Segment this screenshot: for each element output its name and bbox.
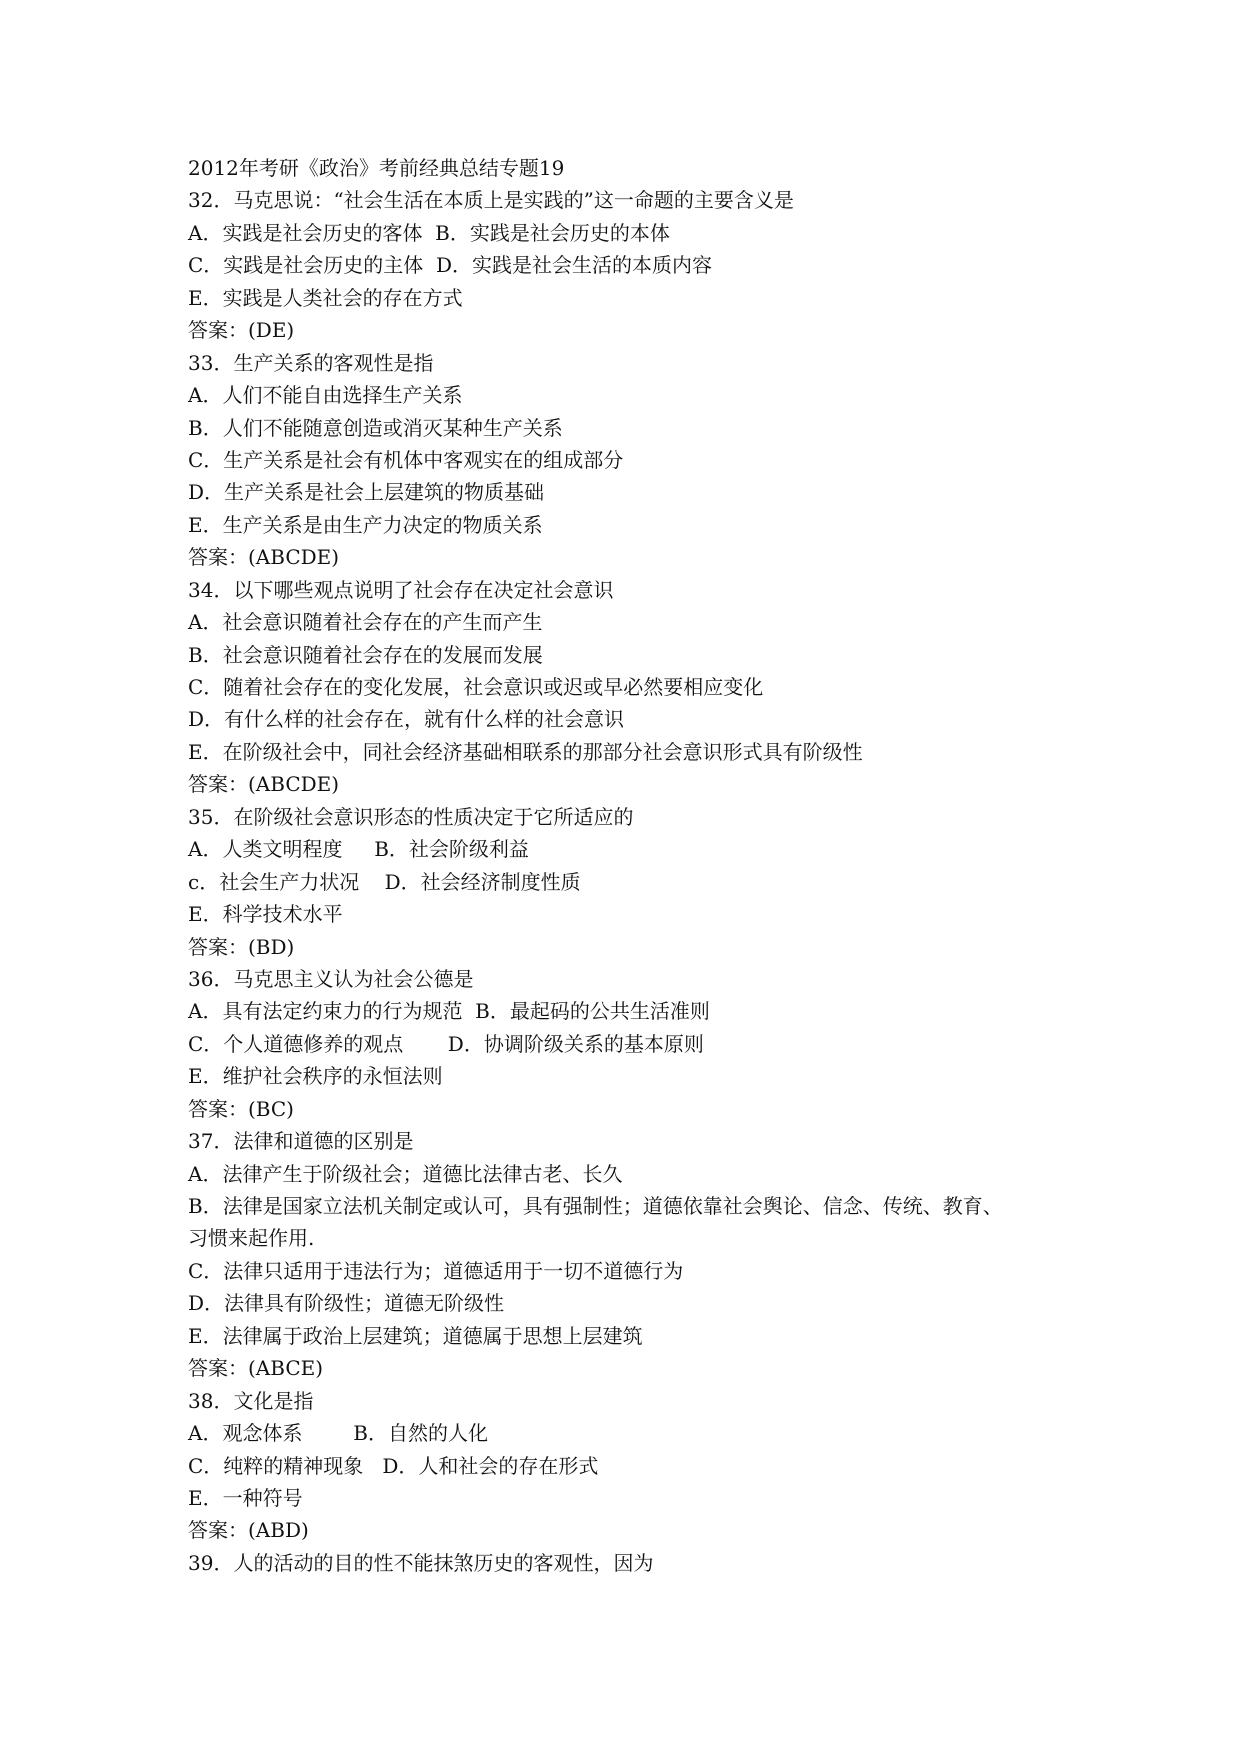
question-36-option-e: E．维护社会秩序的永恒法则 <box>188 1064 443 1089</box>
question-33-option-b: B．人们不能随意创造或消灭某种生产关系 <box>188 415 563 440</box>
question-37-option-e: E．法律属于政治上层建筑；道德属于思想上层建筑 <box>188 1323 643 1348</box>
question-34-option-d: D．有什么样的社会存在，就有什么样的社会意识 <box>188 707 625 732</box>
question-35-options-cd: c．社会生产力状况 D．社会经济制度性质 <box>188 869 581 894</box>
question-33-option-c: C．生产关系是社会有机体中客观实在的组成部分 <box>188 447 624 472</box>
question-38: 38．文化是指 <box>188 1388 314 1413</box>
question-37: 37．法律和道德的区别是 <box>188 1129 414 1154</box>
question-37-answer: 答案：(ABCE) <box>188 1356 324 1381</box>
question-32-answer: 答案：(DE) <box>188 318 295 343</box>
question-32: 32．马克思说：“社会生活在本质上是实践的”这一命题的主要含义是 <box>188 188 794 213</box>
question-37-option-a: A．法律产生于阶级社会；道德比法律古老、长久 <box>188 1161 623 1186</box>
question-33-option-d: D．生产关系是社会上层建筑的物质基础 <box>188 480 545 505</box>
question-33: 33．生产关系的客观性是指 <box>188 350 434 375</box>
question-37-option-c: C．法律只适用于违法行为；道德适用于一切不道德行为 <box>188 1258 684 1283</box>
question-34-option-c: C．随着社会存在的变化发展，社会意识或迟或早必然要相应变化 <box>188 675 764 699</box>
question-38-option-e: E．一种符号 <box>188 1485 303 1510</box>
document-body <box>188 152 1148 1579</box>
question-35: 35．在阶级社会意识形态的性质决定于它所适应的 <box>188 804 634 829</box>
question-36-options-ab: A．具有法定约束力的行为规范 B．最起码的公共生活准则 <box>188 999 710 1024</box>
question-34-answer: 答案：(ABCDE) <box>188 772 340 797</box>
question-38-options-ab: A．观念体系 B．自然的人化 <box>188 1421 488 1446</box>
question-34-option-b: B．社会意识随着社会存在的发展而发展 <box>188 642 543 667</box>
question-34-option-a: A．社会意识随着社会存在的产生而产生 <box>188 610 543 635</box>
question-33-option-e: E．生产关系是由生产力决定的物质关系 <box>188 512 543 537</box>
question-37-option-b: B．法律是国家立法机关制定或认可，具有强制性；道德依靠社会舆论、信念、传统、教育、 <box>188 1194 1003 1218</box>
question-37-option-b-continued: 习惯来起作用. <box>188 1226 315 1251</box>
document-title: 2012年考研《政治》考前经典总结专题19 <box>188 156 565 180</box>
question-34-option-e: E．在阶级社会中，同社会经济基础相联系的那部分社会意识形式具有阶级性 <box>188 739 863 764</box>
question-38-answer: 答案：(ABD) <box>188 1518 309 1543</box>
question-35-options-ab: A．人类文明程度 B．社会阶级利益 <box>188 837 529 862</box>
question-36-answer: 答案：(BC) <box>188 1096 294 1121</box>
question-38-options-cd: C．纯粹的精神现象 D．人和社会的存在形式 <box>188 1453 599 1478</box>
question-35-option-e: E．科学技术水平 <box>188 902 343 927</box>
question-33-option-a: A．人们不能自由选择生产关系 <box>188 383 463 408</box>
question-39: 39．人的活动的目的性不能抹煞历史的客观性，因为 <box>188 1550 654 1575</box>
question-32-option-e: E．实践是人类社会的存在方式 <box>188 285 463 310</box>
question-36: 36．马克思主义认为社会公德是 <box>188 966 474 991</box>
question-35-answer: 答案：(BD) <box>188 934 295 959</box>
question-34: 34．以下哪些观点说明了社会存在决定社会意识 <box>188 577 614 602</box>
question-37-option-d: D．法律具有阶级性；道德无阶级性 <box>188 1291 505 1316</box>
question-32-options-cd: C．实践是社会历史的主体 D．实践是社会生活的本质内容 <box>188 253 713 278</box>
question-32-options-ab: A．实践是社会历史的客体 B．实践是社会历史的本体 <box>188 220 670 245</box>
question-33-answer: 答案：(ABCDE) <box>188 545 340 570</box>
question-36-options-cd: C．个人道德修养的观点 D．协调阶级关系的基本原则 <box>188 1031 704 1056</box>
